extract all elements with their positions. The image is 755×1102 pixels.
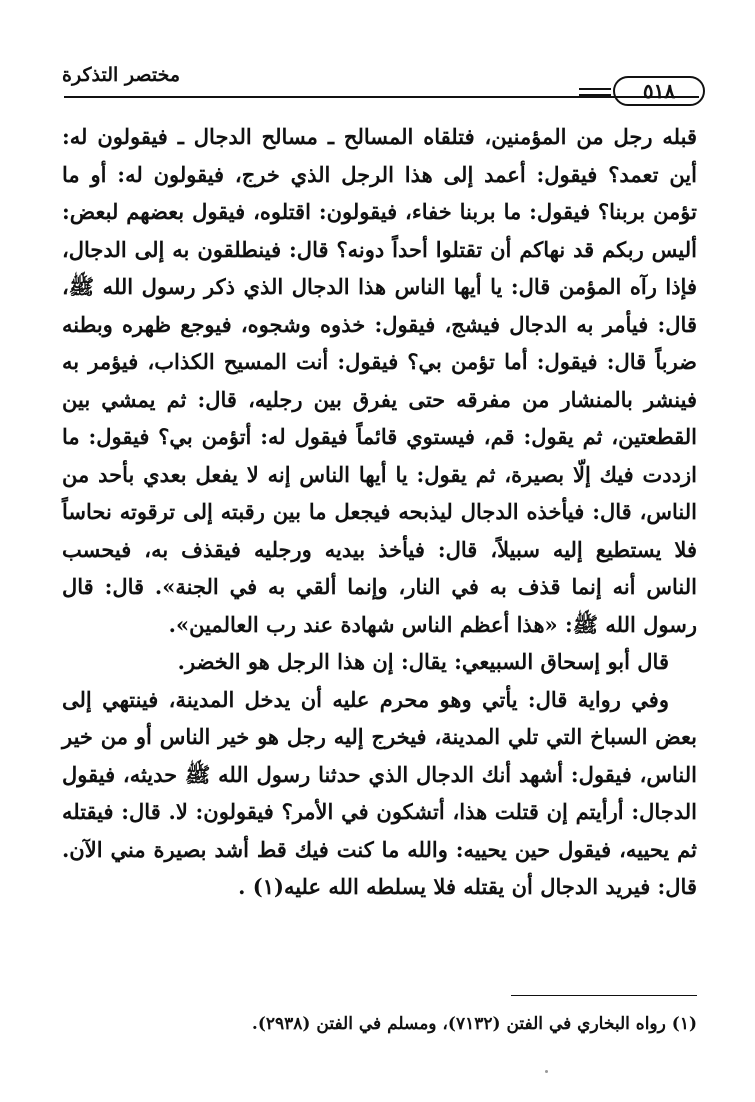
header-divider bbox=[64, 96, 699, 98]
print-speck bbox=[545, 1070, 548, 1073]
page-number: ٥١٨ bbox=[613, 76, 705, 106]
footnote-divider bbox=[511, 995, 697, 996]
page-number-ornament bbox=[579, 88, 611, 96]
paragraph: وفي رواية قال: يأتي وهو محرم عليه أن يدخل المدينة، فينتهي إلى بعض السباخ التي تلي المدينة، فيخرج إليه رجل هو خير الناس أو من خير الناس، فيقول: أشهد أنك الدجال الذي حدثنا رسول الله ﷺ حديثه، فيقول الدجال: أرأيتم إن قتلت هذا، أتشكون في الأمر؟ فيقولون: لا. قال: فيقتله ثم يحييه، فيقول حين يحييه: والله ما كنت فيك قط أشد بصيرة مني الآن. قال: فيريد الدجال أن يقتله فلا يسلطه الله عليه(١) . bbox=[62, 686, 697, 899]
page-number-badge bbox=[579, 76, 707, 108]
main-text bbox=[62, 118, 697, 906]
paragraph: قبله رجل من المؤمنين، فتلقاه المسالح ـ مسالح الدجال ـ فيقولون له: أين تعمد؟ فيقول: أعمد إلى هذا الرجل الذي خرج، فيقولون له: أو ما تؤمن بربنا؟ فيقول: ما بربنا خفاء، فيقولون: اقتلوه، فيقول بعضهم لبعض: أليس ربكم قد نهاكم أن تقتلوا أحداً دونه؟ قال: فينطلقون به إلى الدجال، فإذا رآه المؤمن قال: يا أيها الناس هذا الدجال الذي ذكر رسول الله ﷺ، قال: فيأمر به الدجال فيشج، فيقول: خذوه وشجوه، فيوجع ظهره وبطنه ضرباً قال: فيقول: أما تؤمن بي؟ فيقول: أنت المسيح الكذاب، فيؤمر به فينشر بالمنشار من مفرقه حتى يفرق بين رجليه، قال: ثم يمشي بين القطعتين، ثم يقول: قم، فيستوي قائماً فيقول له: أتؤمن بي؟ فيقول: ما ازددت فيك إلّا بصيرة، ثم يقول: يا أيها الناس إنه لا يفعل بعدي بأحد من الناس، قال: فيأخذه الدجال ليذبحه فيجعل ما بين رقبته إلى ترقوته نحاساً فلا يستطيع إليه سبيلاً، قال: فيأخذ بيديه ورجليه فيقذف به، فيحسب الناس أنه إنما قذف به في النار، وإنما ألقي به في الجنة». قال: قال رسول الله ﷺ: «هذا أعظم الناس شهادة عند رب العالمين». bbox=[62, 124, 697, 637]
paragraph: قال أبو إسحاق السبيعي: يقال: إن هذا الرجل هو الخضر. bbox=[177, 649, 669, 674]
footnote: (١) رواه البخاري في الفتن (٧١٣٢)، ومسلم في الفتن (٢٩٣٨). bbox=[251, 1014, 697, 1034]
running-header-title: مختصر التذكرة bbox=[62, 64, 181, 86]
